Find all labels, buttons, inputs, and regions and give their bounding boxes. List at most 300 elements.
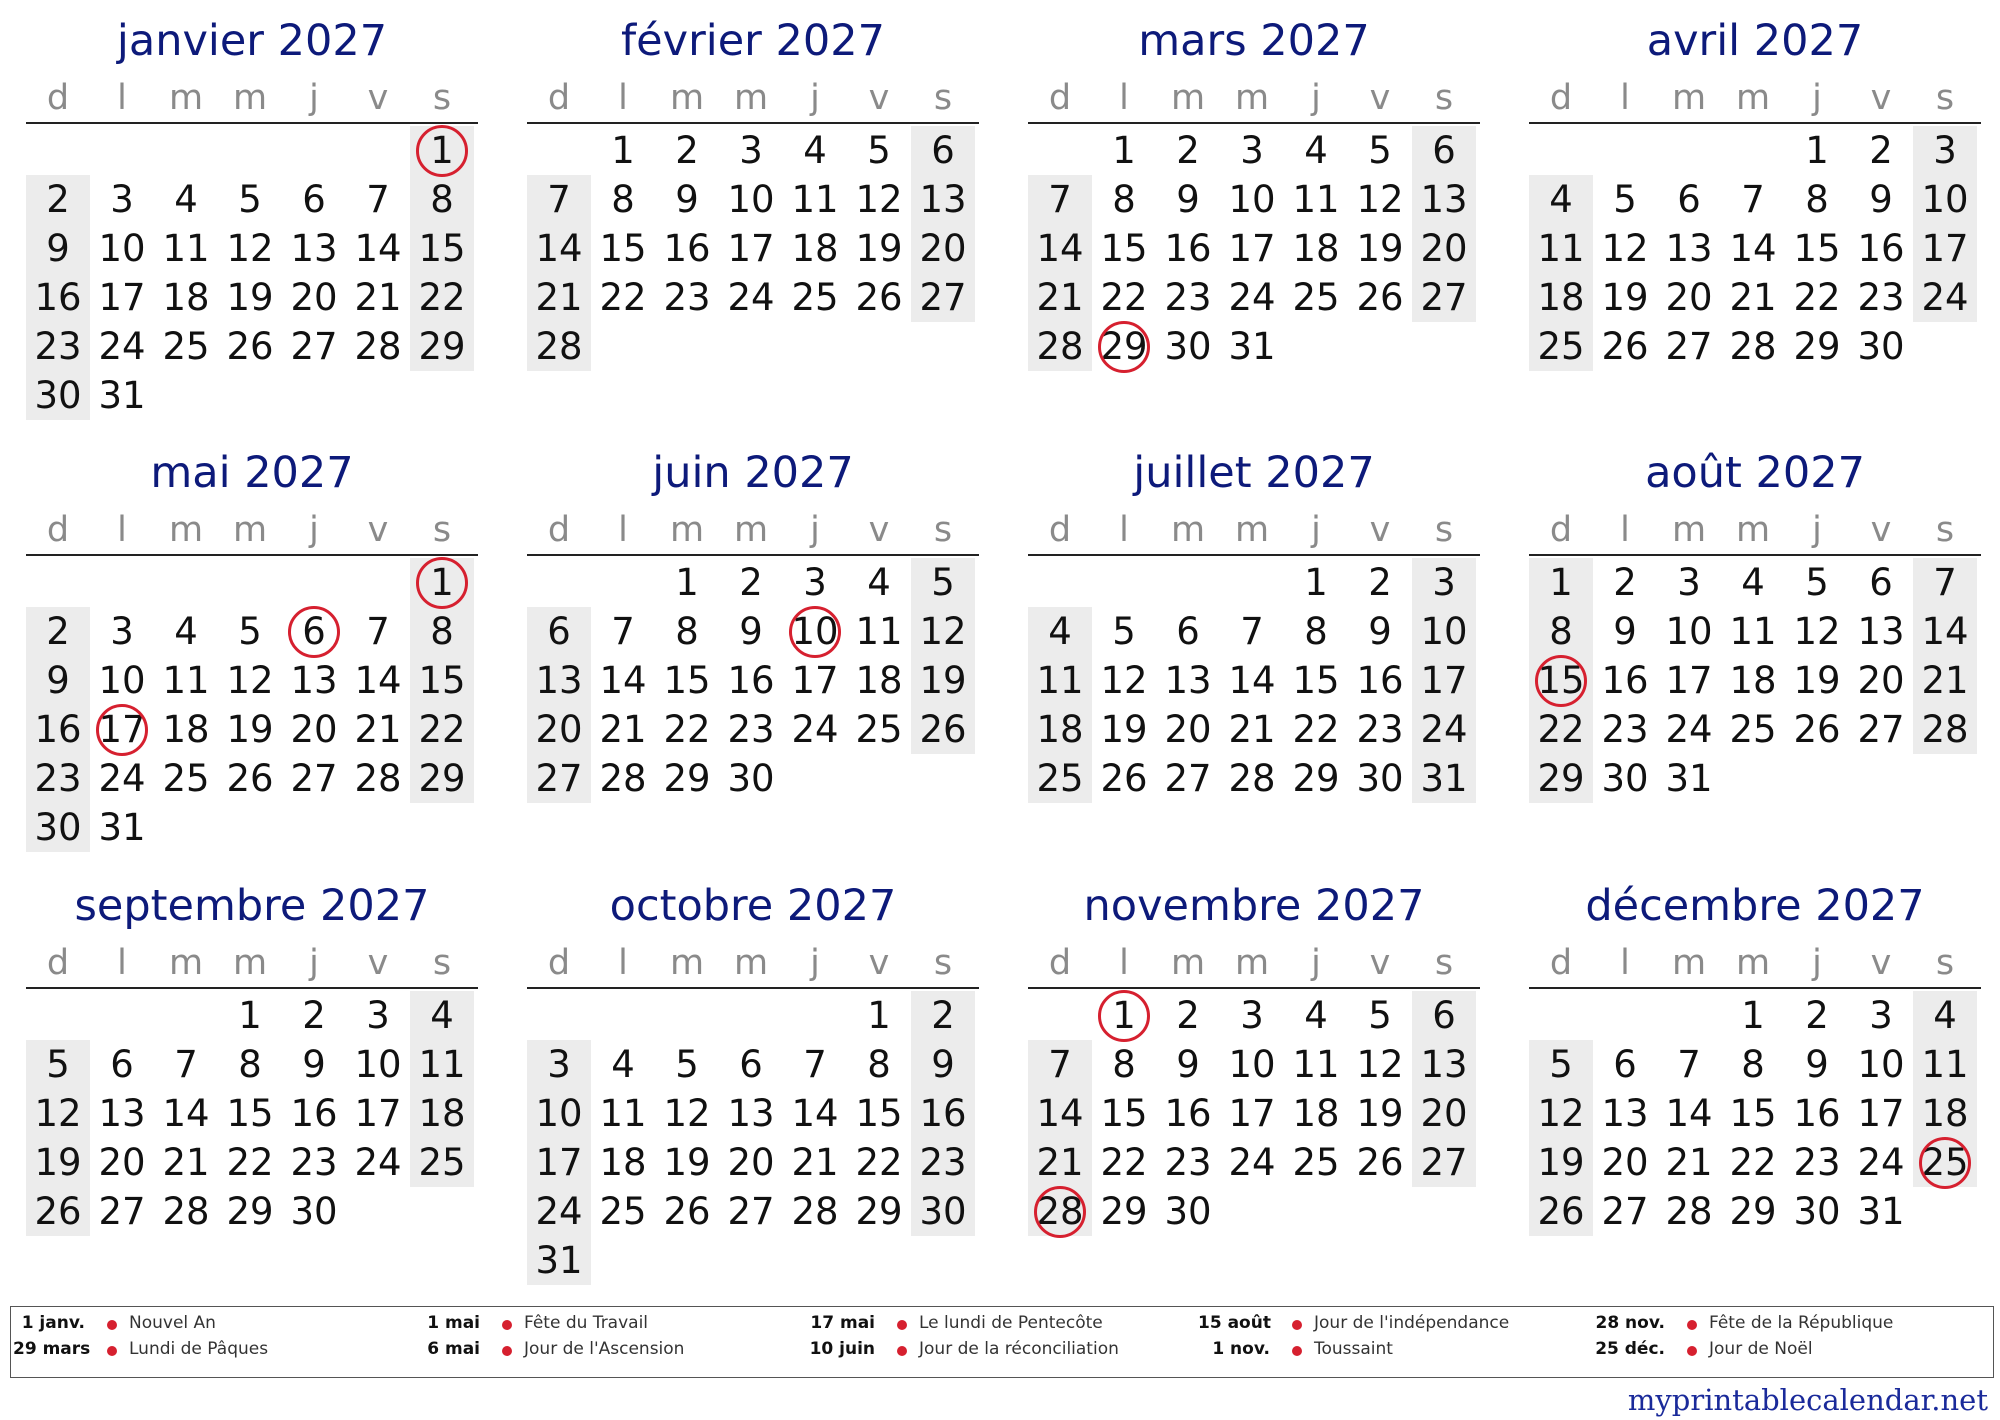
weekday-label: j [309, 78, 319, 118]
day-cell: 30 [290, 1190, 338, 1233]
day-cell: 12 [226, 659, 274, 702]
holiday-date: 17 mai [810, 1313, 875, 1333]
day-cell: 9 [1805, 1043, 1829, 1086]
day-cell: 12 [855, 178, 903, 221]
day-cell: 24 [535, 1190, 583, 1233]
day-cell: 12 [1537, 1092, 1585, 1135]
day-cell: 16 [1601, 659, 1649, 702]
day-cell: 21 [1036, 276, 1084, 319]
day-cell: 12 [226, 227, 274, 270]
day-cell: 11 [791, 178, 839, 221]
header-rule [527, 987, 979, 989]
day-cell: 23 [727, 708, 775, 751]
day-cell: 9 [1176, 1043, 1200, 1086]
weekday-label: d [1549, 510, 1573, 550]
day-cell: 29 [1729, 1190, 1777, 1233]
day-cell: 22 [226, 1141, 274, 1184]
day-cell: 19 [1100, 708, 1148, 751]
day-cell: 27 [919, 276, 967, 319]
month-title: octobre 2027 [609, 881, 897, 931]
day-cell: 15 [226, 1092, 274, 1135]
day-cell: 29 [1793, 325, 1841, 368]
day-cell: 11 [162, 227, 210, 270]
weekday-label: v [367, 943, 389, 983]
day-cell: 22 [855, 1141, 903, 1184]
holiday-dot-icon [897, 1320, 907, 1330]
month-title: novembre 2027 [1083, 881, 1425, 931]
weekday-label: j [309, 510, 319, 550]
day-cell: 5 [931, 561, 955, 604]
weekday-label: v [367, 78, 389, 118]
month-title: janvier 2027 [116, 16, 388, 66]
day-cell: 5 [1368, 994, 1392, 1037]
day-cell: 11 [1729, 610, 1777, 653]
day-cell: 27 [1857, 708, 1905, 751]
day-cell: 5 [1613, 178, 1637, 221]
day-cell: 29 [1537, 757, 1585, 800]
holiday-name: Jour de l'indépendance [1314, 1313, 1510, 1333]
day-cell: 21 [354, 276, 402, 319]
day-cell: 30 [1356, 757, 1404, 800]
day-cell: 3 [1933, 129, 1957, 172]
day-cell: 14 [791, 1092, 839, 1135]
holiday-date: 28 nov. [1595, 1313, 1665, 1333]
holiday-dot-icon [1687, 1346, 1697, 1356]
day-cell: 21 [162, 1141, 210, 1184]
day-cell: 28 [791, 1190, 839, 1233]
weekday-label: v [868, 943, 890, 983]
day-cell: 20 [535, 708, 583, 751]
weekday-label: s [432, 943, 452, 983]
holiday-name: Jour de la réconciliation [919, 1339, 1119, 1359]
day-cell: 22 [663, 708, 711, 751]
day-cell: 17 [1665, 659, 1713, 702]
day-cell: 2 [931, 994, 955, 1037]
day-cell: 19 [855, 227, 903, 270]
day-cell: 25 [1036, 757, 1084, 800]
day-cell: 2 [675, 129, 699, 172]
day-cell: 16 [1793, 1092, 1841, 1135]
day-cell: 7 [366, 178, 390, 221]
weekday-label: d [1048, 943, 1072, 983]
day-cell: 30 [1857, 325, 1905, 368]
weekday-label: m [232, 943, 268, 983]
month-title: juin 2027 [652, 448, 854, 498]
day-cell: 4 [1741, 561, 1765, 604]
day-cell: 17 [354, 1092, 402, 1135]
month-title: mai 2027 [150, 448, 354, 498]
day-cell: 26 [855, 276, 903, 319]
weekday-label: s [1434, 510, 1454, 550]
day-cell: 8 [238, 1043, 262, 1086]
weekday-label: j [1812, 943, 1822, 983]
holiday-date: 15 août [1198, 1313, 1271, 1333]
weekday-label: d [547, 510, 571, 550]
day-cell: 7 [803, 1043, 827, 1086]
weekday-label: m [669, 510, 705, 550]
day-cell: 3 [1240, 129, 1264, 172]
day-cell: 28 [1921, 708, 1969, 751]
day-cell: 14 [1729, 227, 1777, 270]
day-cell: 22 [418, 708, 466, 751]
month-block [527, 432, 979, 862]
month-title: mars 2027 [1138, 16, 1370, 66]
day-cell: 9 [739, 610, 763, 653]
day-cell: 21 [535, 276, 583, 319]
day-cell: 29 [1292, 757, 1340, 800]
day-cell: 19 [1793, 659, 1841, 702]
weekday-label: d [547, 78, 571, 118]
day-cell: 3 [110, 610, 134, 653]
day-cell: 17 [1228, 1092, 1276, 1135]
day-cell: 10 [535, 1092, 583, 1135]
day-cell: 1 [1805, 129, 1829, 172]
weekday-label: l [618, 78, 628, 118]
weekday-label: s [1935, 943, 1955, 983]
day-cell: 7 [611, 610, 635, 653]
day-cell: 21 [354, 708, 402, 751]
day-cell: 5 [867, 129, 891, 172]
weekday-label: m [1735, 943, 1771, 983]
weekday-label: d [1549, 78, 1573, 118]
day-cell: 11 [1537, 227, 1585, 270]
day-cell: 1 [675, 561, 699, 604]
day-cell: 12 [1793, 610, 1841, 653]
day-cell: 28 [1729, 325, 1777, 368]
day-cell: 16 [1356, 659, 1404, 702]
day-cell: 15 [855, 1092, 903, 1135]
day-cell: 3 [739, 129, 763, 172]
day-cell: 6 [739, 1043, 763, 1086]
header-rule [26, 987, 478, 989]
site-credit[interactable]: myprintablecalendar.net [1627, 1383, 1988, 1417]
weekday-label: l [1119, 943, 1129, 983]
weekday-label: l [117, 78, 127, 118]
weekday-label: m [168, 78, 204, 118]
day-cell: 8 [430, 610, 454, 653]
day-cell: 11 [162, 659, 210, 702]
day-cell: 7 [1933, 561, 1957, 604]
day-cell: 6 [547, 610, 571, 653]
day-cell: 28 [599, 757, 647, 800]
holiday-date: 29 mars [13, 1339, 91, 1359]
day-cell: 14 [1036, 1092, 1084, 1135]
weekday-label: s [1434, 943, 1454, 983]
day-cell: 16 [290, 1092, 338, 1135]
day-cell: 18 [1729, 659, 1777, 702]
day-cell: 26 [1601, 325, 1649, 368]
day-cell: 14 [354, 227, 402, 270]
holiday-dot-icon [1687, 1320, 1697, 1330]
day-cell: 26 [1100, 757, 1148, 800]
month-block [26, 865, 478, 1295]
day-cell: 4 [1933, 994, 1957, 1037]
holiday-date: 25 déc. [1595, 1339, 1665, 1359]
day-cell: 8 [1112, 178, 1136, 221]
day-cell: 24 [98, 325, 146, 368]
day-cell: 12 [919, 610, 967, 653]
day-cell: 26 [226, 757, 274, 800]
day-cell: 21 [1921, 659, 1969, 702]
day-cell: 22 [1100, 1141, 1148, 1184]
day-cell: 3 [803, 561, 827, 604]
day-cell: 11 [1036, 659, 1084, 702]
day-cell: 13 [727, 1092, 775, 1135]
day-cell: 21 [1228, 708, 1276, 751]
weekday-label: m [669, 78, 705, 118]
header-rule [1529, 122, 1981, 124]
day-cell: 17 [535, 1141, 583, 1184]
day-cell: 27 [290, 325, 338, 368]
day-cell: 15 [1793, 227, 1841, 270]
day-cell: 15 [1537, 659, 1585, 702]
day-cell: 3 [110, 178, 134, 221]
day-cell: 22 [1793, 276, 1841, 319]
day-cell: 28 [1228, 757, 1276, 800]
day-cell: 19 [34, 1141, 82, 1184]
header-rule [527, 554, 979, 556]
day-cell: 19 [1356, 227, 1404, 270]
weekday-label: l [1119, 78, 1129, 118]
day-cell: 19 [1537, 1141, 1585, 1184]
day-cell: 4 [1048, 610, 1072, 653]
month-title: juillet 2027 [1133, 448, 1375, 498]
day-cell: 1 [1112, 129, 1136, 172]
day-cell: 8 [1805, 178, 1829, 221]
weekday-label: j [1311, 943, 1321, 983]
day-cell: 20 [1665, 276, 1713, 319]
day-cell: 15 [418, 227, 466, 270]
day-cell: 1 [430, 129, 454, 172]
day-cell: 18 [599, 1141, 647, 1184]
day-cell: 17 [791, 659, 839, 702]
day-cell: 14 [162, 1092, 210, 1135]
weekday-label: m [232, 510, 268, 550]
day-cell: 23 [1793, 1141, 1841, 1184]
weekday-label: s [1935, 78, 1955, 118]
day-cell: 18 [1537, 276, 1585, 319]
holiday-name: Nouvel An [129, 1313, 216, 1333]
day-cell: 23 [1164, 276, 1212, 319]
day-cell: 30 [919, 1190, 967, 1233]
day-cell: 2 [1176, 129, 1200, 172]
day-cell: 6 [1869, 561, 1893, 604]
day-cell: 25 [1729, 708, 1777, 751]
day-cell: 6 [302, 610, 326, 653]
day-cell: 5 [1805, 561, 1829, 604]
day-cell: 8 [430, 178, 454, 221]
day-cell: 13 [919, 178, 967, 221]
weekday-label: d [46, 943, 70, 983]
day-cell: 8 [675, 610, 699, 653]
month-block [527, 865, 979, 1295]
day-cell: 18 [1292, 1092, 1340, 1135]
day-cell: 16 [1857, 227, 1905, 270]
weekday-label: s [933, 510, 953, 550]
day-cell: 22 [1537, 708, 1585, 751]
day-cell: 28 [1036, 1190, 1084, 1233]
day-cell: 16 [1164, 227, 1212, 270]
day-cell: 6 [1176, 610, 1200, 653]
day-cell: 12 [1356, 178, 1404, 221]
day-cell: 8 [1549, 610, 1573, 653]
weekday-label: s [933, 78, 953, 118]
day-cell: 5 [238, 178, 262, 221]
day-cell: 20 [1420, 1092, 1468, 1135]
day-cell: 13 [1420, 178, 1468, 221]
day-cell: 29 [1100, 1190, 1148, 1233]
day-cell: 29 [226, 1190, 274, 1233]
day-cell: 12 [34, 1092, 82, 1135]
weekday-label: j [1812, 510, 1822, 550]
day-cell: 30 [1601, 757, 1649, 800]
day-cell: 19 [919, 659, 967, 702]
day-cell: 11 [1292, 178, 1340, 221]
weekday-label: s [432, 510, 452, 550]
day-cell: 16 [919, 1092, 967, 1135]
weekday-label: m [1735, 78, 1771, 118]
weekday-label: v [1870, 510, 1892, 550]
day-cell: 19 [663, 1141, 711, 1184]
day-cell: 12 [1601, 227, 1649, 270]
day-cell: 25 [1292, 276, 1340, 319]
day-cell: 26 [1537, 1190, 1585, 1233]
header-rule [527, 122, 979, 124]
day-cell: 5 [675, 1043, 699, 1086]
weekday-label: m [1671, 78, 1707, 118]
day-cell: 31 [1420, 757, 1468, 800]
day-cell: 1 [1741, 994, 1765, 1037]
day-cell: 14 [1921, 610, 1969, 653]
day-cell: 9 [1176, 178, 1200, 221]
holiday-dot-icon [107, 1320, 117, 1330]
day-cell: 24 [1228, 276, 1276, 319]
day-cell: 10 [98, 227, 146, 270]
day-cell: 26 [663, 1190, 711, 1233]
day-cell: 1 [611, 129, 635, 172]
day-cell: 2 [1869, 129, 1893, 172]
day-cell: 27 [1420, 1141, 1468, 1184]
weekday-label: m [1170, 78, 1206, 118]
day-cell: 7 [1677, 1043, 1701, 1086]
day-cell: 23 [1601, 708, 1649, 751]
day-cell: 6 [1613, 1043, 1637, 1086]
day-cell: 25 [791, 276, 839, 319]
day-cell: 23 [1356, 708, 1404, 751]
weekday-label: l [1119, 510, 1129, 550]
header-rule [1028, 987, 1480, 989]
day-cell: 7 [1048, 178, 1072, 221]
weekday-label: d [1549, 943, 1573, 983]
day-cell: 28 [1665, 1190, 1713, 1233]
month-title: décembre 2027 [1585, 881, 1925, 931]
weekday-label: m [1735, 510, 1771, 550]
month-block [26, 0, 478, 430]
weekday-label: j [309, 943, 319, 983]
day-cell: 18 [162, 708, 210, 751]
weekday-label: j [1311, 510, 1321, 550]
day-cell: 18 [855, 659, 903, 702]
day-cell: 24 [1420, 708, 1468, 751]
weekday-label: v [868, 78, 890, 118]
day-cell: 5 [46, 1043, 70, 1086]
holiday-name: Lundi de Pâques [129, 1339, 269, 1359]
day-cell: 3 [1869, 994, 1893, 1037]
day-cell: 30 [34, 374, 82, 417]
weekday-label: l [117, 943, 127, 983]
day-cell: 19 [226, 276, 274, 319]
weekday-label: m [1170, 510, 1206, 550]
weekday-label: l [1620, 510, 1630, 550]
weekday-label: d [46, 510, 70, 550]
day-cell: 14 [354, 659, 402, 702]
day-cell: 20 [290, 708, 338, 751]
day-cell: 11 [855, 610, 903, 653]
day-cell: 16 [34, 708, 82, 751]
day-cell: 9 [675, 178, 699, 221]
day-cell: 13 [1164, 659, 1212, 702]
day-cell: 15 [1100, 1092, 1148, 1135]
weekday-label: d [46, 78, 70, 118]
holiday-dot-icon [1292, 1346, 1302, 1356]
day-cell: 15 [1729, 1092, 1777, 1135]
day-cell: 23 [1164, 1141, 1212, 1184]
day-cell: 11 [1292, 1043, 1340, 1086]
day-cell: 9 [931, 1043, 955, 1086]
weekday-label: v [868, 510, 890, 550]
day-cell: 4 [1549, 178, 1573, 221]
day-cell: 24 [1857, 1141, 1905, 1184]
month-block [26, 432, 478, 862]
weekday-label: j [810, 78, 820, 118]
holiday-dot-icon [502, 1346, 512, 1356]
day-cell: 9 [46, 659, 70, 702]
day-cell: 13 [1420, 1043, 1468, 1086]
holiday-date: 1 mai [427, 1313, 480, 1333]
day-cell: 20 [1601, 1141, 1649, 1184]
day-cell: 22 [1292, 708, 1340, 751]
day-cell: 11 [418, 1043, 466, 1086]
day-cell: 25 [1537, 325, 1585, 368]
day-cell: 1 [867, 994, 891, 1037]
day-cell: 3 [547, 1043, 571, 1086]
day-cell: 23 [919, 1141, 967, 1184]
day-cell: 4 [430, 994, 454, 1037]
day-cell: 11 [599, 1092, 647, 1135]
day-cell: 14 [599, 659, 647, 702]
month-block [1028, 865, 1480, 1295]
day-cell: 31 [1857, 1190, 1905, 1233]
day-cell: 23 [34, 325, 82, 368]
day-cell: 27 [1420, 276, 1468, 319]
weekday-label: v [367, 510, 389, 550]
day-cell: 26 [226, 325, 274, 368]
day-cell: 22 [1729, 1141, 1777, 1184]
day-cell: 13 [290, 659, 338, 702]
day-cell: 6 [1677, 178, 1701, 221]
day-cell: 1 [1112, 994, 1136, 1037]
weekday-label: m [733, 943, 769, 983]
day-cell: 6 [1432, 994, 1456, 1037]
day-cell: 17 [1921, 227, 1969, 270]
holiday-dot-icon [897, 1346, 907, 1356]
day-cell: 10 [727, 178, 775, 221]
day-cell: 2 [46, 610, 70, 653]
header-rule [1529, 554, 1981, 556]
day-cell: 11 [1921, 1043, 1969, 1086]
day-cell: 24 [1228, 1141, 1276, 1184]
month-title: avril 2027 [1646, 16, 1864, 66]
